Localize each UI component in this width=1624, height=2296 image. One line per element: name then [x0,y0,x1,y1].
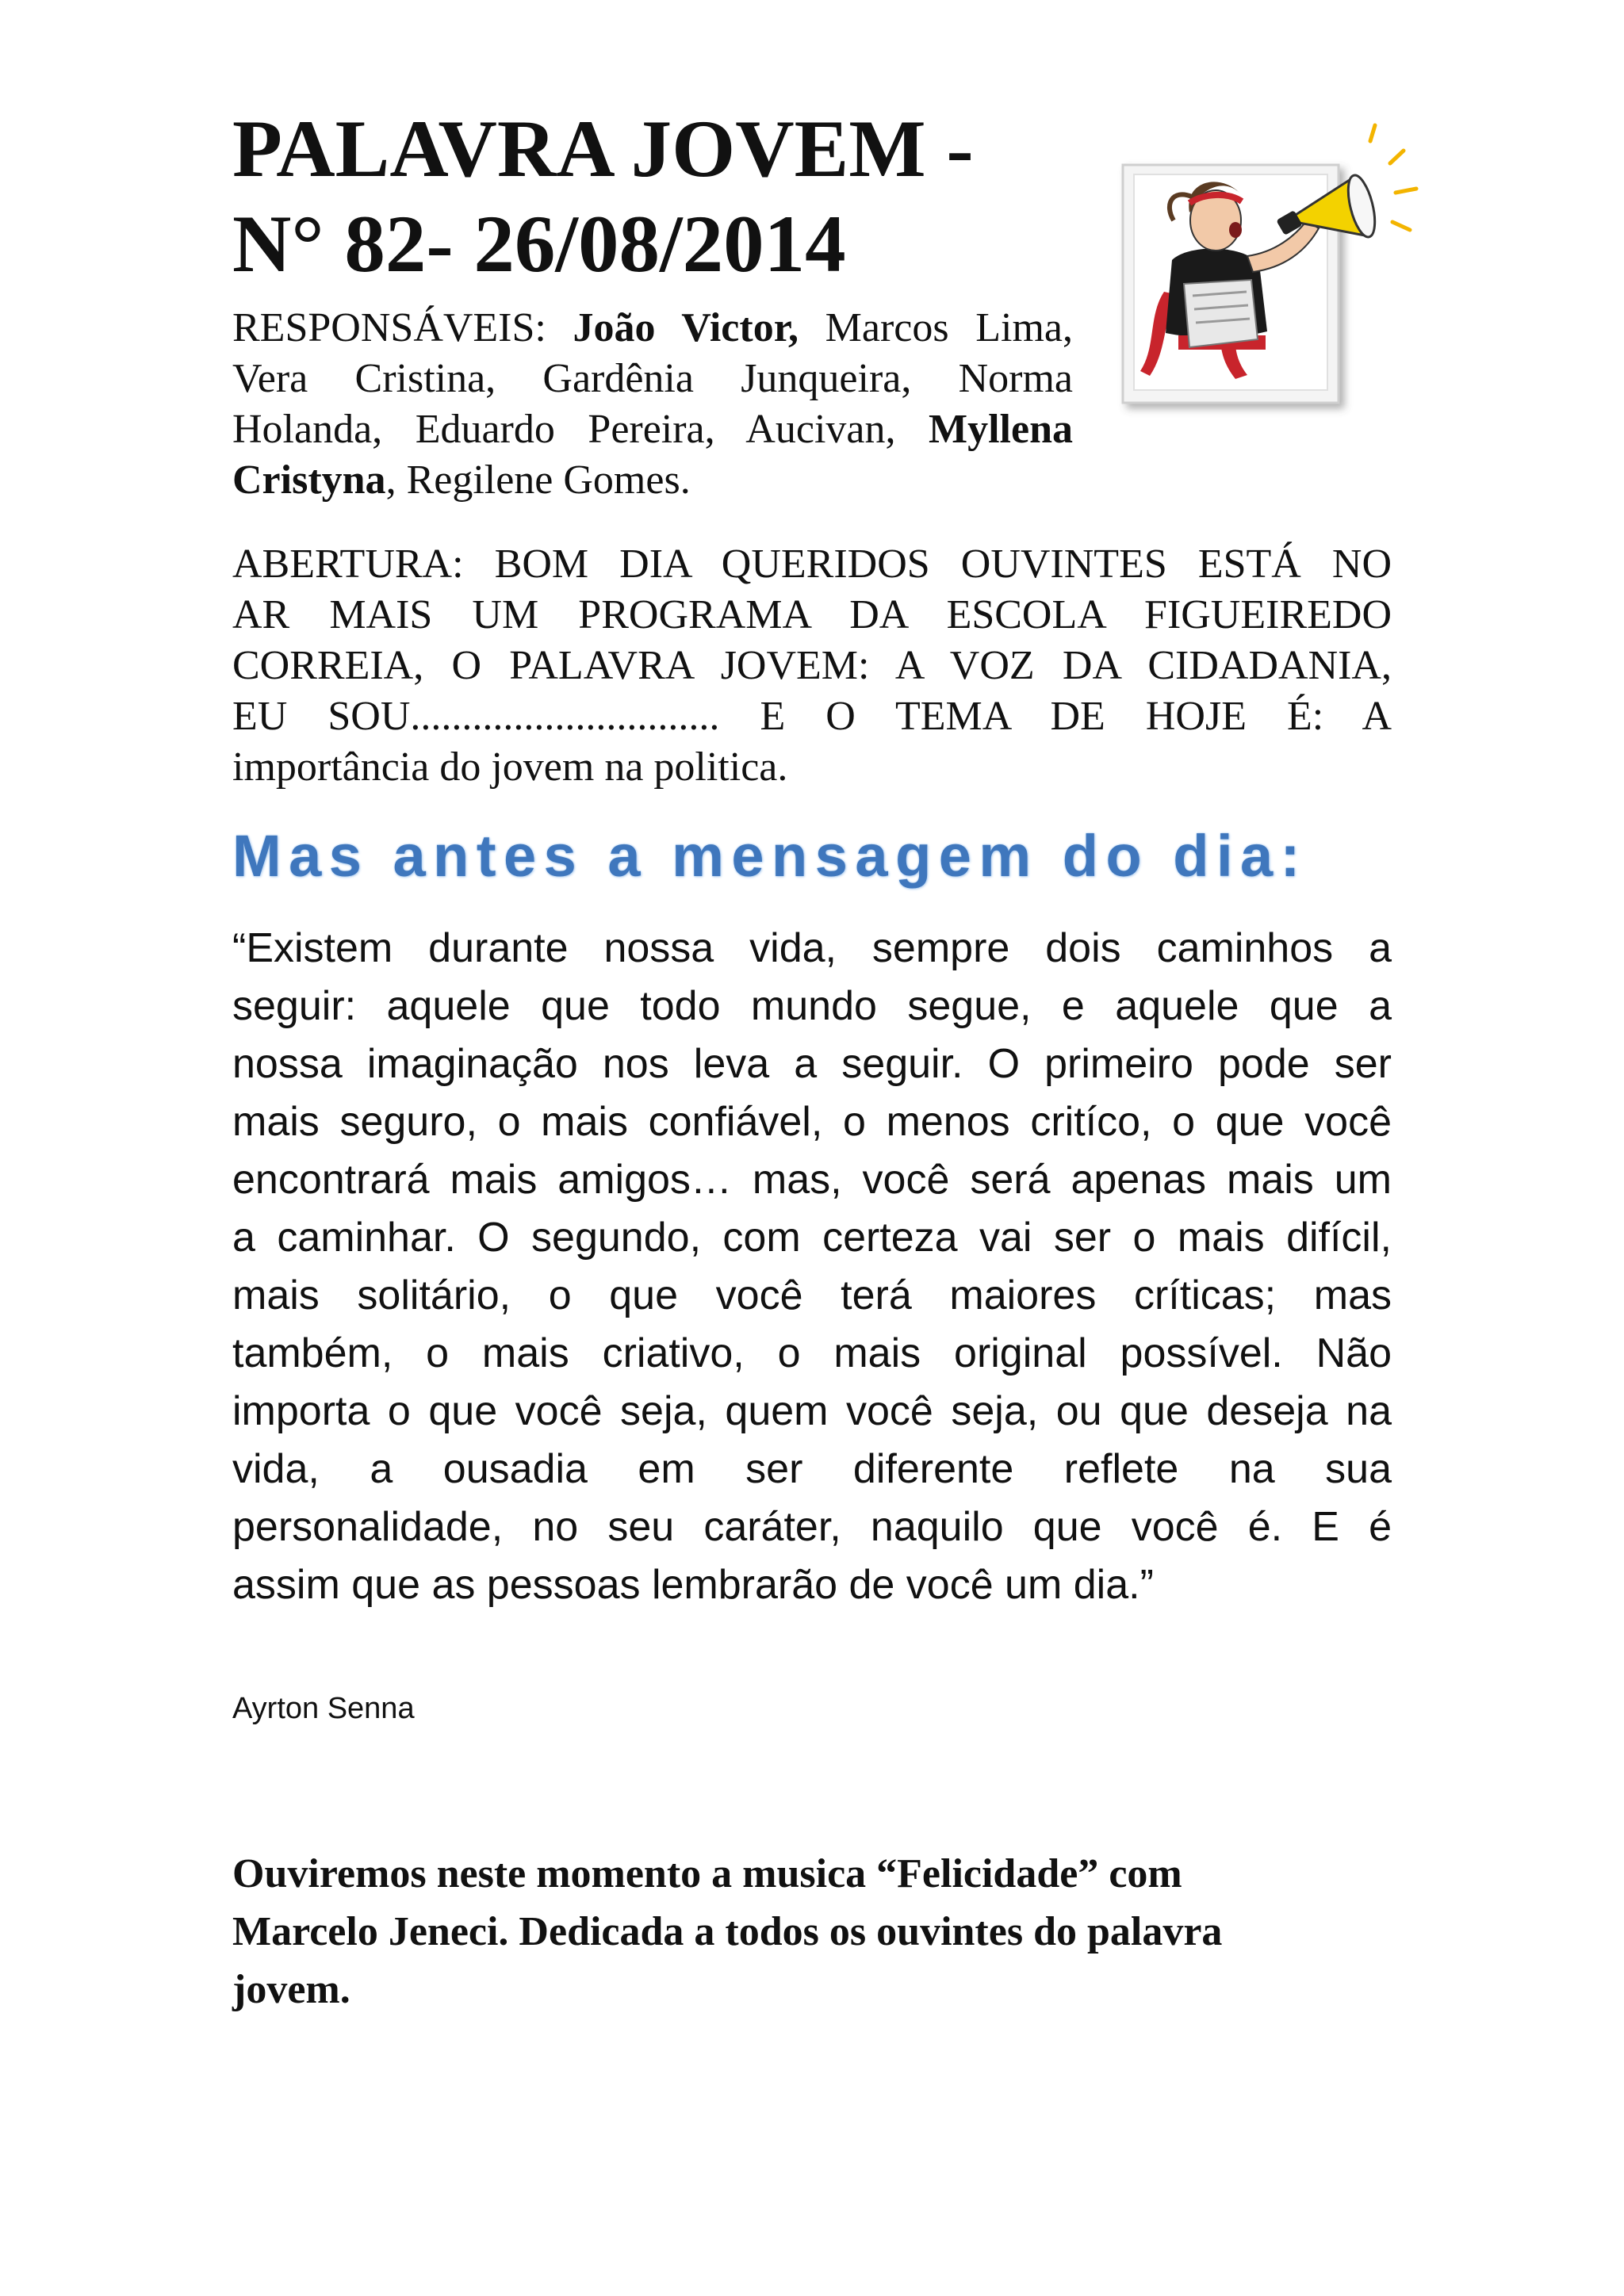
quote-line: assim que as pessoas lembrarão de você um dia.” [232,1562,1154,1608]
quote-paragraph [232,920,1392,1614]
quote-line: mais solitário, o que você terá maiores críticas; mas [232,1272,1392,1318]
girl-with-megaphone-illustration [1116,101,1434,419]
quote-line: “Existem durante nossa vida, sempre dois caminhos a [232,925,1392,971]
page-title [232,101,1105,292]
title-line-1: PALAVRA JOVEM - [232,104,974,194]
quote-line: seguir: aquele que todo mundo segue, e aquele que a [232,983,1392,1029]
abertura-line: AR MAIS UM PROGRAMA DA ESCOLA FIGUEIREDO [232,592,1392,637]
quote-line: personalidade, no seu caráter, naquilo que você é. E é [232,1504,1392,1550]
music-line: Ouviremos neste momento a musica “Felicidade” com [232,1851,1182,1896]
music-line: jovem. [232,1967,350,2012]
responsaveis-names-end: , Regilene Gomes. [385,457,691,503]
responsaveis-paragraph [232,303,1073,506]
quote-line: também, o mais criativo, o mais original possível. Não [232,1330,1392,1376]
quote-author: Ayrton Senna [232,1692,415,1725]
abertura-paragraph [232,539,1392,793]
quote-line: mais seguro, o mais confiável, o menos critíco, o que você [232,1099,1392,1145]
abertura-line: EU SOU.............................. E O TEMA DE HOJE É: A [232,694,1392,739]
quote-line: a caminhar. O segundo, com certeza vai ser o mais difícil, [232,1215,1392,1261]
quote-line: importa o que você seja, quem você seja, ou que deseja na [232,1388,1392,1434]
responsaveis-names: Marcos Lima, Vera Cristina, Gardênia Junqueira, Norma Holanda, Eduardo Pereira, Aucivan, [232,305,1073,452]
title-line-2: N° 82- 26/08/2014 [232,199,846,289]
quote-line: vida, a ousadia em ser diferente reflete na sua [232,1446,1392,1492]
mensagem-heading: Mas antes a mensagem do dia: [232,823,1308,889]
abertura-line: importância do jovem na politica. [232,744,788,790]
abertura-line: ABERTURA: BOM DIA QUERIDOS OUVINTES ESTÁ NO [232,541,1392,587]
abertura-line: CORREIA, O PALAVRA JOVEM: A VOZ DA CIDADANIA, [232,643,1392,688]
music-line: Marcelo Jeneci. Dedicada a todos os ouvintes do palavra [232,1909,1223,1954]
quote-line: encontrará mais amigos… mas, você será apenas mais um [232,1157,1392,1203]
responsavel-myllena-cristyna: Myllena Cristyna [232,407,1073,503]
music-announcement [232,1845,1327,2019]
responsaveis-label: RESPONSÁVEIS: [232,305,573,350]
responsavel-joao-victor: João Victor, [573,305,799,350]
quote-line: nossa imaginação nos leva a seguir. O primeiro pode ser [232,1041,1392,1087]
